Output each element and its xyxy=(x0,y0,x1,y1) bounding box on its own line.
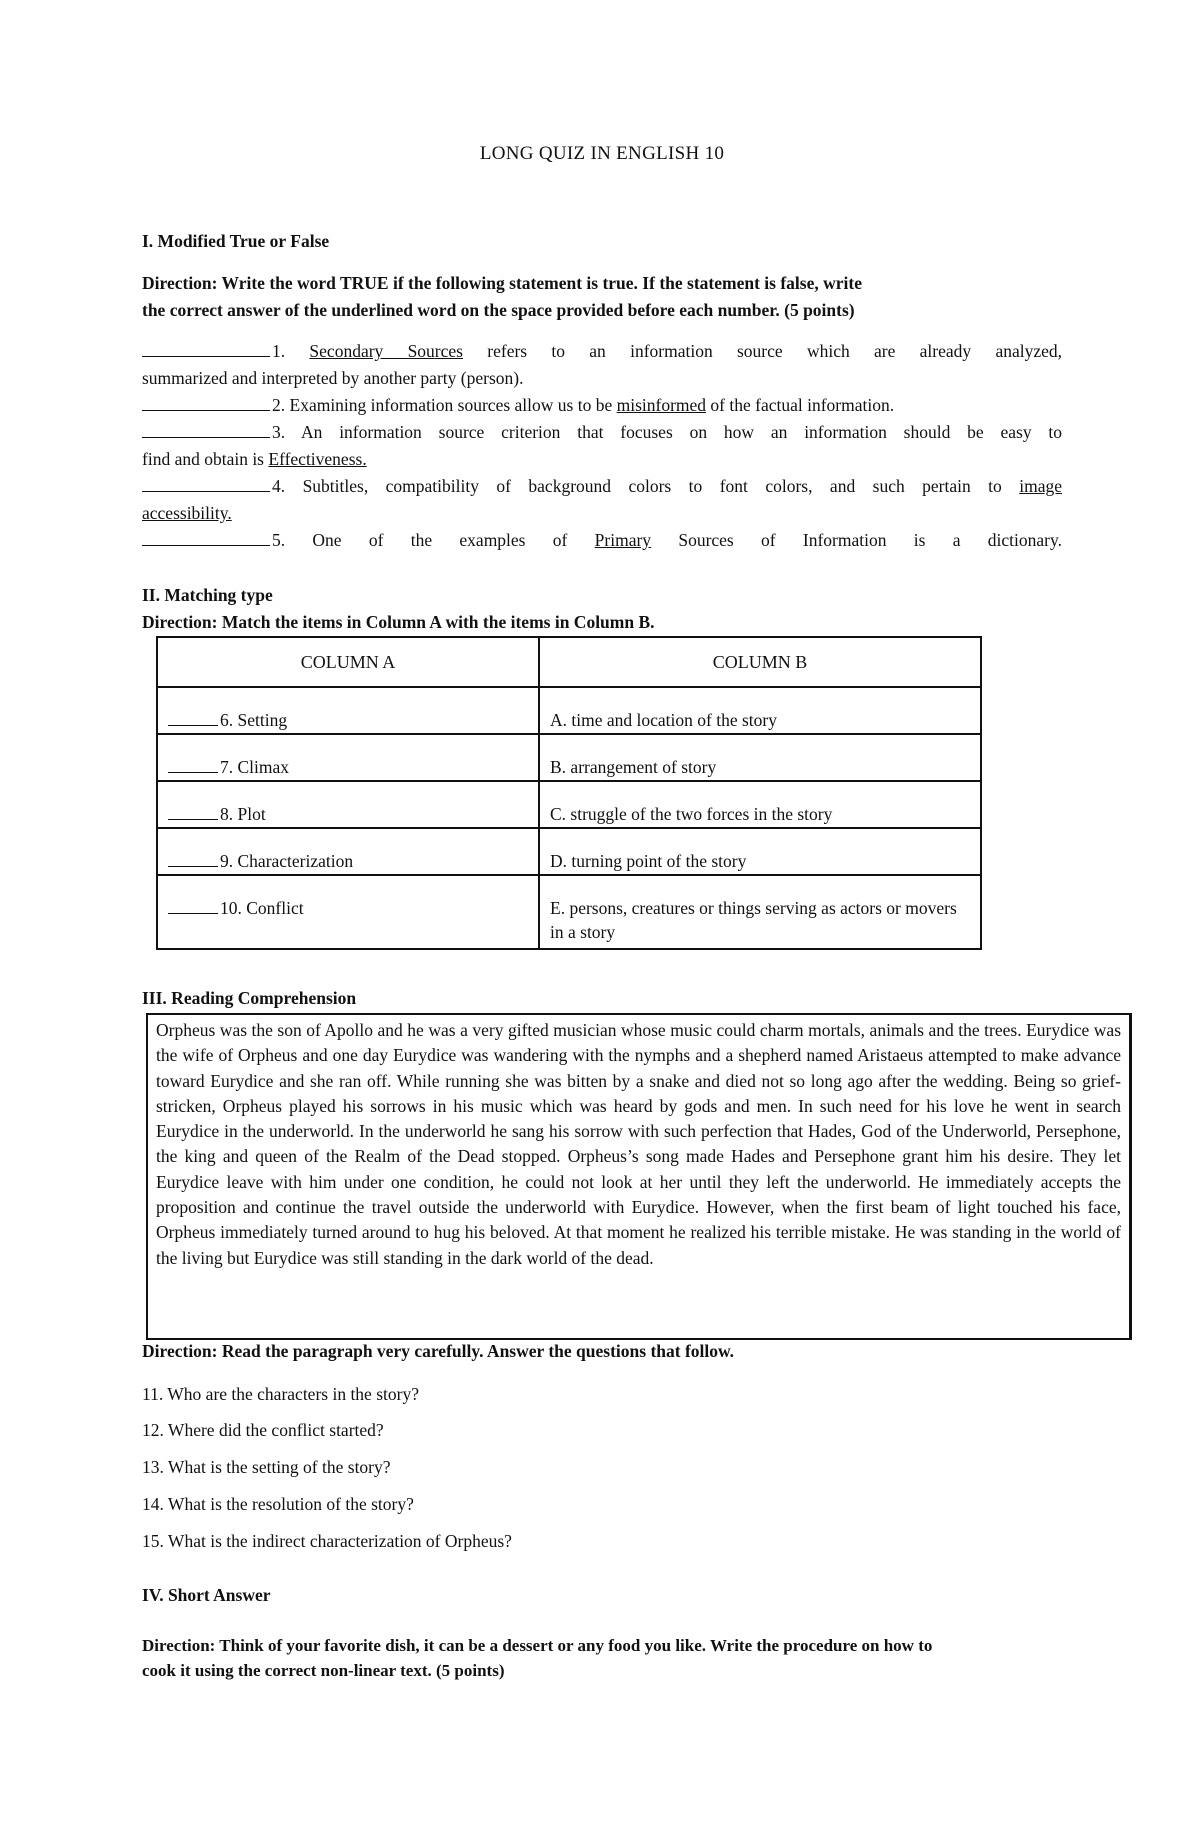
direction-part2: Direction: Match the items in Column A with the items in Column B. xyxy=(142,612,655,632)
direction-part1-line1: Direction: Write the word TRUE if the following statement is true. If the statement is false, write xyxy=(142,273,862,293)
table-row: 10. Conflict E. persons, creatures or things serving as actors or movers in a story xyxy=(157,875,981,949)
answer-blank[interactable] xyxy=(142,476,270,492)
list-item: 1. Secondary Sources refers to an information source which are already analyzed, summarized and interpreted by another party (person). xyxy=(142,341,1062,388)
question-item: 14. What is the resolution of the story? xyxy=(142,1494,414,1514)
column-a-header: COLUMN A xyxy=(157,637,539,687)
answer-blank[interactable] xyxy=(168,757,218,773)
question-item: 11. Who are the characters in the story? xyxy=(142,1384,419,1404)
table-row: 6. Setting A. time and location of the story xyxy=(157,687,981,734)
answer-blank[interactable] xyxy=(142,395,270,411)
question-item: 12. Where did the conflict started? xyxy=(142,1420,384,1440)
answer-blank[interactable] xyxy=(168,851,218,867)
table-row: 9. Characterization D. turning point of the story xyxy=(157,828,981,875)
answer-blank[interactable] xyxy=(142,530,270,546)
answer-blank[interactable] xyxy=(142,422,270,438)
question-item: 15. What is the indirect characterization of Orpheus? xyxy=(142,1531,512,1551)
reading-passage: Orpheus was the son of Apollo and he was a very gifted musician whose music could charm mortals, animals and the trees. Eurydice was the wife of Orpheus and one day Eurydice was wandering with the nymphs and a shepherd named Aristaeus attempted to make advance toward Eurydice and she ran off. While running she was bitten by a snake and died not so long ago after the wedding. Being so grief-stricken, Orpheus played his sorrows in his music which was heard by gods and men. In such need for his love he went in search Eurydice in the underworld. In the underworld he sang his sorrow with such perfection that Hades, God of the Underworld, Persephone, the king and queen of the Realm of the Dead stopped. Orpheus’s song made Hades and Persephone grant him his desire. They let Eurydice leave with him under one condition, he could not look at her until they left the underworld. He immediately accepts the proposition and continue the travel outside the underworld with Eurydice. However, when the first beam of light touched his face, Orpheus immediately turned around to hug his beloved. At that moment he realized his terrible mistake. He was standing in the world of the living but Eurydice was still standing in the dark world of the dead. xyxy=(146,1013,1132,1340)
direction-part4-line1: Direction: Think of your favorite dish, it can be a dessert or any food you like. Write the procedure on how to xyxy=(142,1636,933,1655)
answer-blank[interactable] xyxy=(142,341,270,357)
answer-blank[interactable] xyxy=(168,898,218,914)
matching-table xyxy=(156,636,982,950)
section-heading-part1: I. Modified True or False xyxy=(142,231,330,251)
direction-part1-line2: the correct answer of the underlined word on the space provided before each number. (5 points) xyxy=(142,300,855,320)
question-item: 13. What is the setting of the story? xyxy=(142,1457,391,1477)
table-row: 8. Plot C. struggle of the two forces in the story xyxy=(157,781,981,828)
list-item: 3. An information source criterion that focuses on how an information should be easy to find and obtain is Effectiveness. xyxy=(142,422,1062,469)
column-b-header: COLUMN B xyxy=(539,637,981,687)
section-heading-part4: IV. Short Answer xyxy=(142,1585,271,1605)
page-title: LONG QUIZ IN ENGLISH 10 xyxy=(479,143,725,164)
table-row: 7. Climax B. arrangement of story xyxy=(157,734,981,781)
list-item: 2. Examining information sources allow us to be misinformed of the factual information. xyxy=(142,392,1062,419)
section-heading-part3: III. Reading Comprehension xyxy=(142,988,357,1008)
list-item: 4. Subtitles, compatibility of background colors to font colors, and such pertain to image accessibility. xyxy=(142,476,1062,523)
answer-blank[interactable] xyxy=(168,710,218,726)
direction-part4-line2: cook it using the correct non-linear text. (5 points) xyxy=(142,1661,505,1680)
list-item: 5. One of the examples of Primary Sources of Information is a dictionary. xyxy=(142,527,1062,554)
direction-part3: Direction: Read the paragraph very carefully. Answer the questions that follow. xyxy=(142,1341,735,1361)
section-heading-part2: II. Matching type xyxy=(142,585,273,605)
answer-blank[interactable] xyxy=(168,804,218,820)
